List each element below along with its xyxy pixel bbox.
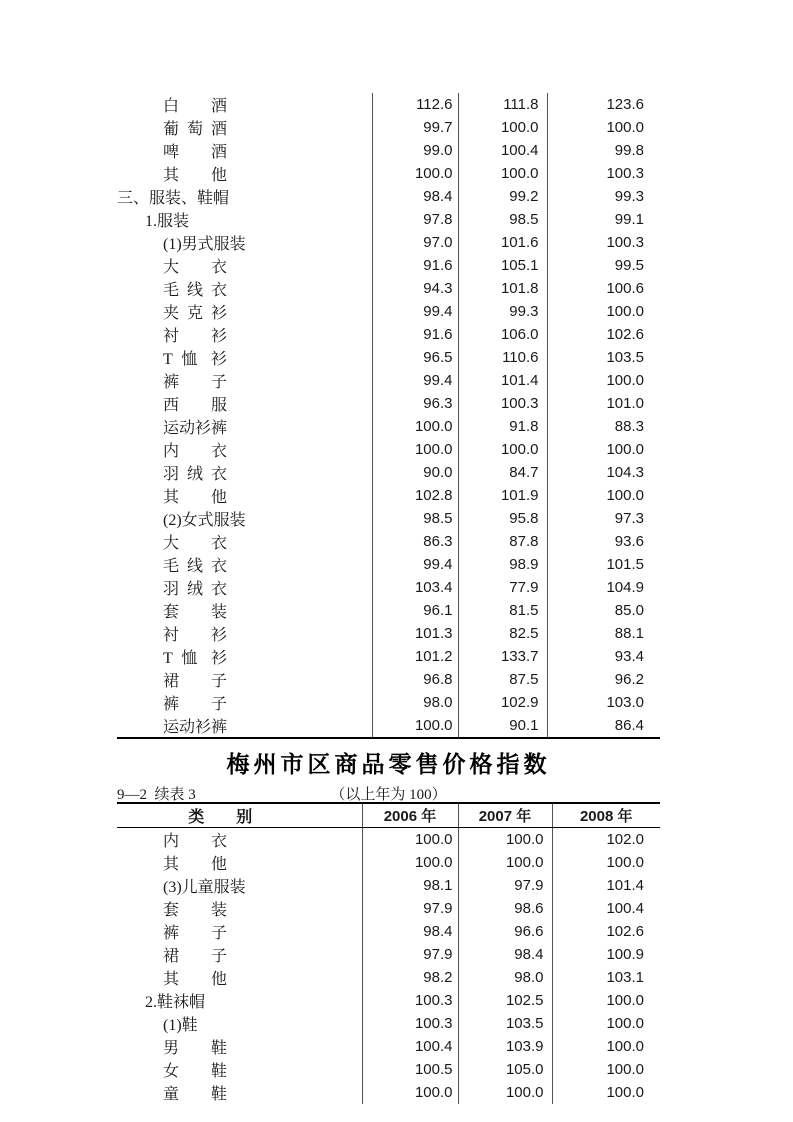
- value-cell-year2006: 98.5: [372, 507, 458, 530]
- table-row: [117, 851, 660, 874]
- table-row: [117, 208, 660, 231]
- category-cell: [117, 1058, 362, 1081]
- table-row: [117, 1012, 660, 1035]
- category-label: (1)男式服装: [163, 236, 246, 253]
- value-cell-year2006: 99.4: [372, 300, 458, 323]
- table-row: [117, 553, 660, 576]
- value-cell-year2008: 97.3: [547, 507, 660, 530]
- table-row: [117, 989, 660, 1012]
- value-cell-year2008: 100.0: [547, 300, 660, 323]
- value-cell-year2007: 133.7: [458, 645, 547, 668]
- category-cell: [117, 828, 362, 852]
- value-cell-year2006: 96.1: [372, 599, 458, 622]
- category-label: 内 衣: [163, 833, 227, 850]
- category-label: 白 酒: [163, 98, 227, 115]
- value-cell-year2007: 111.8: [458, 93, 547, 116]
- category-cell: [117, 966, 362, 989]
- value-cell-year2006: 97.0: [372, 231, 458, 254]
- value-cell-year2007: 103.9: [458, 1035, 552, 1058]
- table-number: 9—2 续表 3: [117, 787, 196, 803]
- value-cell-year2007: 100.0: [458, 116, 547, 139]
- category-cell: [117, 553, 372, 576]
- value-cell-year2008: 86.4: [547, 714, 660, 738]
- category-label: 衬 衫: [163, 627, 227, 644]
- value-cell-year2008: 100.0: [552, 989, 660, 1012]
- value-cell-year2008: 100.0: [547, 484, 660, 507]
- category-label: 裤 子: [163, 374, 227, 391]
- category-label: 运动衫裤: [163, 420, 228, 437]
- value-cell-year2008: 102.6: [552, 920, 660, 943]
- category-label: 三、服装、鞋帽: [117, 190, 230, 207]
- category-cell: [117, 943, 362, 966]
- value-cell-year2008: 100.9: [552, 943, 660, 966]
- category-label: 运动衫裤: [163, 719, 228, 736]
- value-cell-year2007: 100.0: [458, 162, 547, 185]
- category-label: 裙 子: [163, 948, 227, 965]
- value-cell-year2006: 100.0: [372, 415, 458, 438]
- value-cell-year2008: 93.4: [547, 645, 660, 668]
- category-cell: [117, 346, 372, 369]
- table-row: [117, 346, 660, 369]
- value-cell-year2008: 100.0: [552, 1012, 660, 1035]
- col-header-2007: 2007 年: [458, 803, 552, 828]
- value-cell-year2006: 90.0: [372, 461, 458, 484]
- value-cell-year2007: 97.9: [458, 874, 552, 897]
- category-cell: [117, 851, 362, 874]
- category-label: 毛 线 衣: [163, 282, 227, 299]
- value-cell-year2006: 100.5: [362, 1058, 458, 1081]
- value-cell-year2008: 100.0: [552, 1058, 660, 1081]
- value-cell-year2007: 90.1: [458, 714, 547, 738]
- value-cell-year2007: 101.6: [458, 231, 547, 254]
- category-cell: [117, 507, 372, 530]
- category-label: 啤 酒: [163, 144, 227, 161]
- value-cell-year2008: 100.0: [552, 851, 660, 874]
- category-label: 男 鞋: [163, 1040, 227, 1057]
- table-row: [117, 507, 660, 530]
- col-header-2008: 2008 年: [552, 803, 660, 828]
- value-cell-year2007: 106.0: [458, 323, 547, 346]
- value-cell-year2008: 85.0: [547, 599, 660, 622]
- category-label: 其 他: [163, 167, 227, 184]
- value-cell-year2006: 100.0: [372, 714, 458, 738]
- value-cell-year2006: 99.7: [372, 116, 458, 139]
- value-cell-year2007: 77.9: [458, 576, 547, 599]
- value-cell-year2007: 110.6: [458, 346, 547, 369]
- value-cell-year2008: 100.0: [547, 369, 660, 392]
- table-row: [117, 874, 660, 897]
- category-cell: [117, 599, 372, 622]
- value-cell-year2006: 100.0: [372, 162, 458, 185]
- value-cell-year2007: 84.7: [458, 461, 547, 484]
- value-cell-year2008: 101.5: [547, 553, 660, 576]
- category-cell: [117, 668, 372, 691]
- value-cell-year2008: 103.5: [547, 346, 660, 369]
- category-cell: [117, 989, 362, 1012]
- value-cell-year2006: 103.4: [372, 576, 458, 599]
- value-cell-year2007: 98.4: [458, 943, 552, 966]
- value-cell-year2008: 100.4: [552, 897, 660, 920]
- category-label: 裙 子: [163, 673, 227, 690]
- category-label: 大 衣: [163, 259, 227, 276]
- value-cell-year2007: 98.9: [458, 553, 547, 576]
- table-row: [117, 139, 660, 162]
- category-label: (3)儿童服装: [163, 879, 246, 896]
- category-cell: [117, 116, 372, 139]
- value-cell-year2008: 100.0: [552, 1035, 660, 1058]
- category-cell: [117, 484, 372, 507]
- value-cell-year2008: 99.8: [547, 139, 660, 162]
- value-cell-year2006: 98.4: [362, 920, 458, 943]
- table-row: [117, 93, 660, 116]
- table-caption: [117, 783, 660, 801]
- value-cell-year2008: 102.0: [552, 828, 660, 852]
- table-row: [117, 1081, 660, 1104]
- table-row: [117, 668, 660, 691]
- category-label: 毛 线 衣: [163, 558, 227, 575]
- price-index-table-continued: [117, 93, 660, 739]
- value-cell-year2006: 96.8: [372, 668, 458, 691]
- value-cell-year2007: 87.8: [458, 530, 547, 553]
- value-cell-year2007: 82.5: [458, 622, 547, 645]
- category-cell: [117, 1035, 362, 1058]
- category-cell: [117, 438, 372, 461]
- value-cell-year2007: 100.3: [458, 392, 547, 415]
- category-cell: [117, 461, 372, 484]
- value-cell-year2007: 105.1: [458, 254, 547, 277]
- table-row: [117, 576, 660, 599]
- category-cell: [117, 185, 372, 208]
- value-cell-year2008: 93.6: [547, 530, 660, 553]
- table-row: [117, 254, 660, 277]
- category-cell: [117, 530, 372, 553]
- value-cell-year2006: 100.0: [362, 851, 458, 874]
- value-cell-year2006: 99.4: [372, 369, 458, 392]
- category-label: 1.服装: [145, 213, 190, 230]
- value-cell-year2007: 105.0: [458, 1058, 552, 1081]
- value-cell-year2007: 103.5: [458, 1012, 552, 1035]
- value-cell-year2008: 103.1: [552, 966, 660, 989]
- table-row: [117, 369, 660, 392]
- category-label: 套 装: [163, 604, 227, 621]
- value-cell-year2007: 100.0: [458, 851, 552, 874]
- value-cell-year2006: 98.1: [362, 874, 458, 897]
- value-cell-year2006: 100.0: [362, 1081, 458, 1104]
- value-cell-year2008: 104.3: [547, 461, 660, 484]
- value-cell-year2006: 97.9: [362, 943, 458, 966]
- category-label: 裤 子: [163, 925, 227, 942]
- value-cell-year2007: 99.3: [458, 300, 547, 323]
- col-header-2006: 2006 年: [362, 803, 458, 828]
- table-row: [117, 323, 660, 346]
- category-cell: [117, 1081, 362, 1104]
- category-cell: [117, 645, 372, 668]
- value-cell-year2006: 97.9: [362, 897, 458, 920]
- value-cell-year2007: 102.5: [458, 989, 552, 1012]
- category-label: (1)鞋: [163, 1017, 198, 1034]
- category-label: 其 他: [163, 856, 227, 873]
- table-row: [117, 530, 660, 553]
- value-cell-year2006: 99.4: [372, 553, 458, 576]
- value-cell-year2007: 96.6: [458, 920, 552, 943]
- category-label: 童 鞋: [163, 1086, 227, 1103]
- value-cell-year2007: 99.2: [458, 185, 547, 208]
- value-cell-year2006: 100.4: [362, 1035, 458, 1058]
- category-label: 其 他: [163, 971, 227, 988]
- table-row: [117, 920, 660, 943]
- value-cell-year2007: 98.6: [458, 897, 552, 920]
- value-cell-year2008: 99.3: [547, 185, 660, 208]
- base-year-note: （以上年为 100）: [330, 787, 447, 803]
- value-cell-year2008: 100.0: [547, 438, 660, 461]
- table-row: [117, 185, 660, 208]
- table-row: [117, 599, 660, 622]
- table-row: [117, 691, 660, 714]
- value-cell-year2006: 91.6: [372, 323, 458, 346]
- category-label: 2.鞋袜帽: [145, 994, 206, 1011]
- value-cell-year2008: 96.2: [547, 668, 660, 691]
- table-row: [117, 116, 660, 139]
- category-cell: [117, 300, 372, 323]
- category-label: T 恤 衫: [163, 650, 227, 667]
- category-label: (2)女式服装: [163, 512, 246, 529]
- category-label: 其 他: [163, 489, 227, 506]
- category-cell: [117, 874, 362, 897]
- value-cell-year2008: 103.0: [547, 691, 660, 714]
- value-cell-year2007: 87.5: [458, 668, 547, 691]
- table-row: [117, 1035, 660, 1058]
- value-cell-year2006: 100.3: [362, 1012, 458, 1035]
- page-title: 梅州市区商品零售价格指数: [226, 751, 551, 777]
- value-cell-year2006: 96.5: [372, 346, 458, 369]
- category-label: 衬 衫: [163, 328, 227, 345]
- table-row: [117, 484, 660, 507]
- value-cell-year2006: 102.8: [372, 484, 458, 507]
- table-row: [117, 392, 660, 415]
- table-row: [117, 162, 660, 185]
- value-cell-year2008: 123.6: [547, 93, 660, 116]
- table-row: [117, 300, 660, 323]
- value-cell-year2006: 91.6: [372, 254, 458, 277]
- value-cell-year2008: 100.3: [547, 162, 660, 185]
- table-row: [117, 461, 660, 484]
- category-cell: [117, 277, 372, 300]
- value-cell-year2006: 97.8: [372, 208, 458, 231]
- category-cell: [117, 714, 372, 738]
- value-cell-year2007: 100.0: [458, 828, 552, 852]
- value-cell-year2007: 101.4: [458, 369, 547, 392]
- page-content: [117, 0, 660, 1104]
- table-row: [117, 714, 660, 738]
- value-cell-year2008: 100.6: [547, 277, 660, 300]
- table-row: [117, 415, 660, 438]
- value-cell-year2006: 98.0: [372, 691, 458, 714]
- value-cell-year2007: 100.4: [458, 139, 547, 162]
- value-cell-year2007: 101.9: [458, 484, 547, 507]
- value-cell-year2006: 100.3: [362, 989, 458, 1012]
- value-cell-year2008: 99.5: [547, 254, 660, 277]
- category-label: 女 鞋: [163, 1063, 227, 1080]
- category-cell: [117, 254, 372, 277]
- category-cell: [117, 392, 372, 415]
- category-cell: [117, 920, 362, 943]
- value-cell-year2006: 100.0: [372, 438, 458, 461]
- header-row: [117, 803, 660, 828]
- table-row: [117, 438, 660, 461]
- category-label: 内 衣: [163, 443, 227, 460]
- category-label: 羽 绒 衣: [163, 581, 227, 598]
- category-cell: [117, 139, 372, 162]
- category-cell: [117, 231, 372, 254]
- value-cell-year2006: 101.2: [372, 645, 458, 668]
- category-cell: [117, 622, 372, 645]
- value-cell-year2008: 99.1: [547, 208, 660, 231]
- table-row: [117, 966, 660, 989]
- table-row: [117, 622, 660, 645]
- price-index-table: [117, 802, 660, 1104]
- category-cell: [117, 897, 362, 920]
- category-cell: [117, 93, 372, 116]
- value-cell-year2006: 99.0: [372, 139, 458, 162]
- table-row: [117, 645, 660, 668]
- category-label: 羽 绒 衣: [163, 466, 227, 483]
- value-cell-year2007: 102.9: [458, 691, 547, 714]
- value-cell-year2007: 100.0: [458, 1081, 552, 1104]
- value-cell-year2007: 98.0: [458, 966, 552, 989]
- value-cell-year2006: 98.4: [372, 185, 458, 208]
- table-row: [117, 1058, 660, 1081]
- category-label: 葡 萄 酒: [163, 121, 227, 138]
- table-row: [117, 897, 660, 920]
- value-cell-year2008: 101.4: [552, 874, 660, 897]
- value-cell-year2006: 98.2: [362, 966, 458, 989]
- table-row: [117, 277, 660, 300]
- value-cell-year2008: 101.0: [547, 392, 660, 415]
- category-label: T 恤 衫: [163, 351, 227, 368]
- category-cell: [117, 1012, 362, 1035]
- value-cell-year2007: 95.8: [458, 507, 547, 530]
- value-cell-year2008: 102.6: [547, 323, 660, 346]
- value-cell-year2007: 101.8: [458, 277, 547, 300]
- value-cell-year2008: 100.0: [552, 1081, 660, 1104]
- category-label: 西 服: [163, 397, 227, 414]
- value-cell-year2007: 81.5: [458, 599, 547, 622]
- value-cell-year2008: 100.3: [547, 231, 660, 254]
- value-cell-year2008: 88.1: [547, 622, 660, 645]
- table-row: [117, 231, 660, 254]
- value-cell-year2007: 91.8: [458, 415, 547, 438]
- category-label: 夹 克 衫: [163, 305, 227, 322]
- value-cell-year2006: 86.3: [372, 530, 458, 553]
- value-cell-year2006: 94.3: [372, 277, 458, 300]
- category-cell: [117, 691, 372, 714]
- value-cell-year2008: 100.0: [547, 116, 660, 139]
- col-header-category: 类 别: [117, 803, 362, 828]
- category-label: 大 衣: [163, 535, 227, 552]
- value-cell-year2006: 101.3: [372, 622, 458, 645]
- value-cell-year2007: 100.0: [458, 438, 547, 461]
- value-cell-year2008: 104.9: [547, 576, 660, 599]
- category-cell: [117, 415, 372, 438]
- category-cell: [117, 162, 372, 185]
- value-cell-year2008: 88.3: [547, 415, 660, 438]
- value-cell-year2006: 112.6: [372, 93, 458, 116]
- table-row: [117, 828, 660, 852]
- value-cell-year2006: 96.3: [372, 392, 458, 415]
- category-cell: [117, 369, 372, 392]
- value-cell-year2007: 98.5: [458, 208, 547, 231]
- category-label: 裤 子: [163, 696, 227, 713]
- category-label: 套 装: [163, 902, 227, 919]
- category-cell: [117, 576, 372, 599]
- category-cell: [117, 208, 372, 231]
- value-cell-year2006: 100.0: [362, 828, 458, 852]
- table-row: [117, 943, 660, 966]
- category-cell: [117, 323, 372, 346]
